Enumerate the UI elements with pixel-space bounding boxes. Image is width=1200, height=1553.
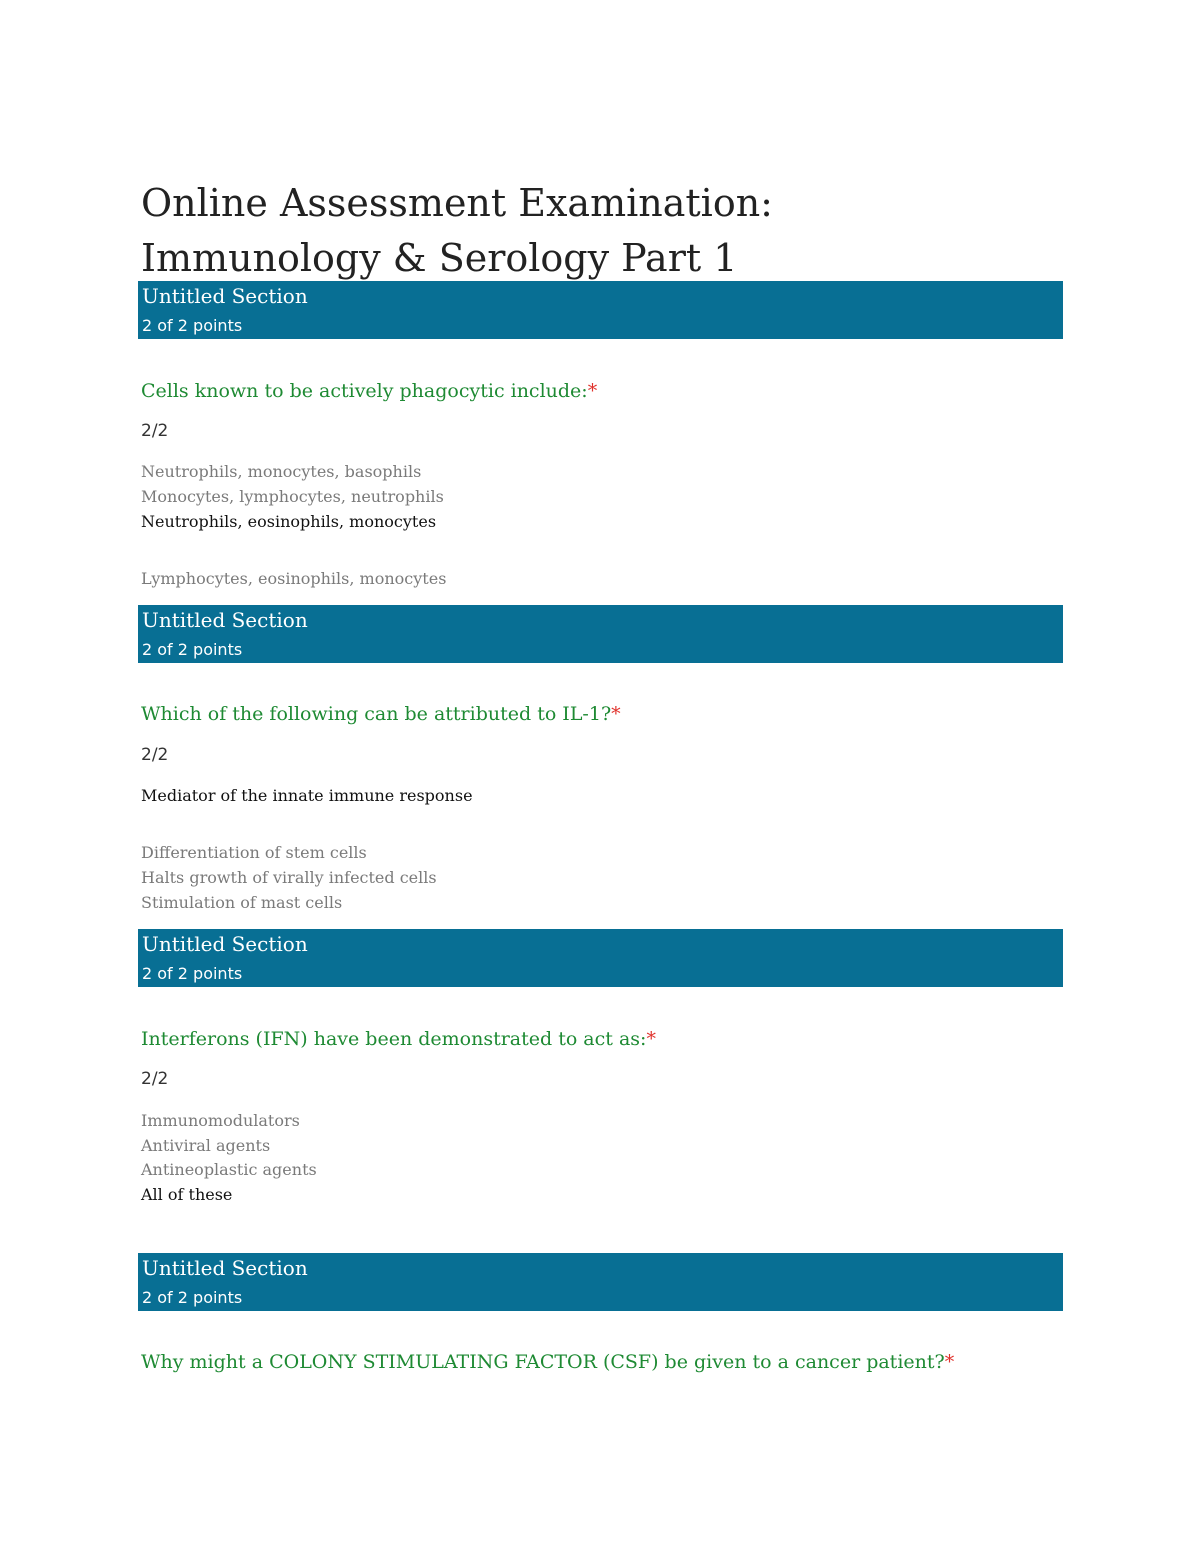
question-text xyxy=(141,703,621,725)
section-title: Untitled Section xyxy=(142,932,308,956)
section-title: Untitled Section xyxy=(142,608,308,632)
question-label: Interferons (IFN) have been demonstrated to act as: xyxy=(141,1028,647,1050)
page-title-line-1: Online Assessment Examination: xyxy=(141,181,773,225)
question-text xyxy=(141,1028,656,1050)
answer-option: Immunomodulators xyxy=(141,1111,300,1130)
question-label: Cells known to be actively phagocytic include: xyxy=(141,380,588,402)
answer-option: Antineoplastic agents xyxy=(141,1160,317,1179)
question-text xyxy=(141,380,597,402)
page-title xyxy=(141,176,773,286)
question-score: 2/2 xyxy=(141,1069,169,1089)
section-title: Untitled Section xyxy=(142,284,308,308)
question-text xyxy=(141,1351,954,1373)
answer-option: Halts growth of virally infected cells xyxy=(141,868,437,887)
section-header xyxy=(138,929,1063,987)
answer-option: Lymphocytes, eosinophils, monocytes xyxy=(141,569,447,588)
required-marker: * xyxy=(587,380,598,402)
question-score: 2/2 xyxy=(141,421,169,441)
section-header xyxy=(138,1253,1063,1311)
required-marker: * xyxy=(944,1351,955,1373)
section-title: Untitled Section xyxy=(142,1256,308,1280)
required-marker: * xyxy=(611,703,621,725)
answer-option: Monocytes, lymphocytes, neutrophils xyxy=(141,487,444,506)
answer-option-correct: Mediator of the innate immune response xyxy=(141,786,473,805)
section-points: 2 of 2 points xyxy=(142,640,243,659)
answer-option-correct: All of these xyxy=(141,1185,233,1204)
answer-option: Differentiation of stem cells xyxy=(141,843,367,862)
section-points: 2 of 2 points xyxy=(142,964,243,983)
answer-option-correct: Neutrophils, eosinophils, monocytes xyxy=(141,512,437,531)
question-label: Which of the following can be attributed to IL-1? xyxy=(141,703,612,725)
section-points: 2 of 2 points xyxy=(142,316,243,335)
question-score: 2/2 xyxy=(141,745,169,765)
section-header xyxy=(138,281,1063,339)
section-points: 2 of 2 points xyxy=(142,1288,243,1307)
answer-option: Stimulation of mast cells xyxy=(141,893,343,912)
answer-option: Antiviral agents xyxy=(141,1136,271,1155)
answer-option: Neutrophils, monocytes, basophils xyxy=(141,462,422,481)
page-title-line-2: Immunology & Serology Part 1 xyxy=(141,236,738,280)
section-header xyxy=(138,605,1063,663)
question-label: Why might a COLONY STIMULATING FACTOR (CSF) be given to a cancer patient? xyxy=(141,1351,945,1373)
required-marker: * xyxy=(646,1028,656,1050)
